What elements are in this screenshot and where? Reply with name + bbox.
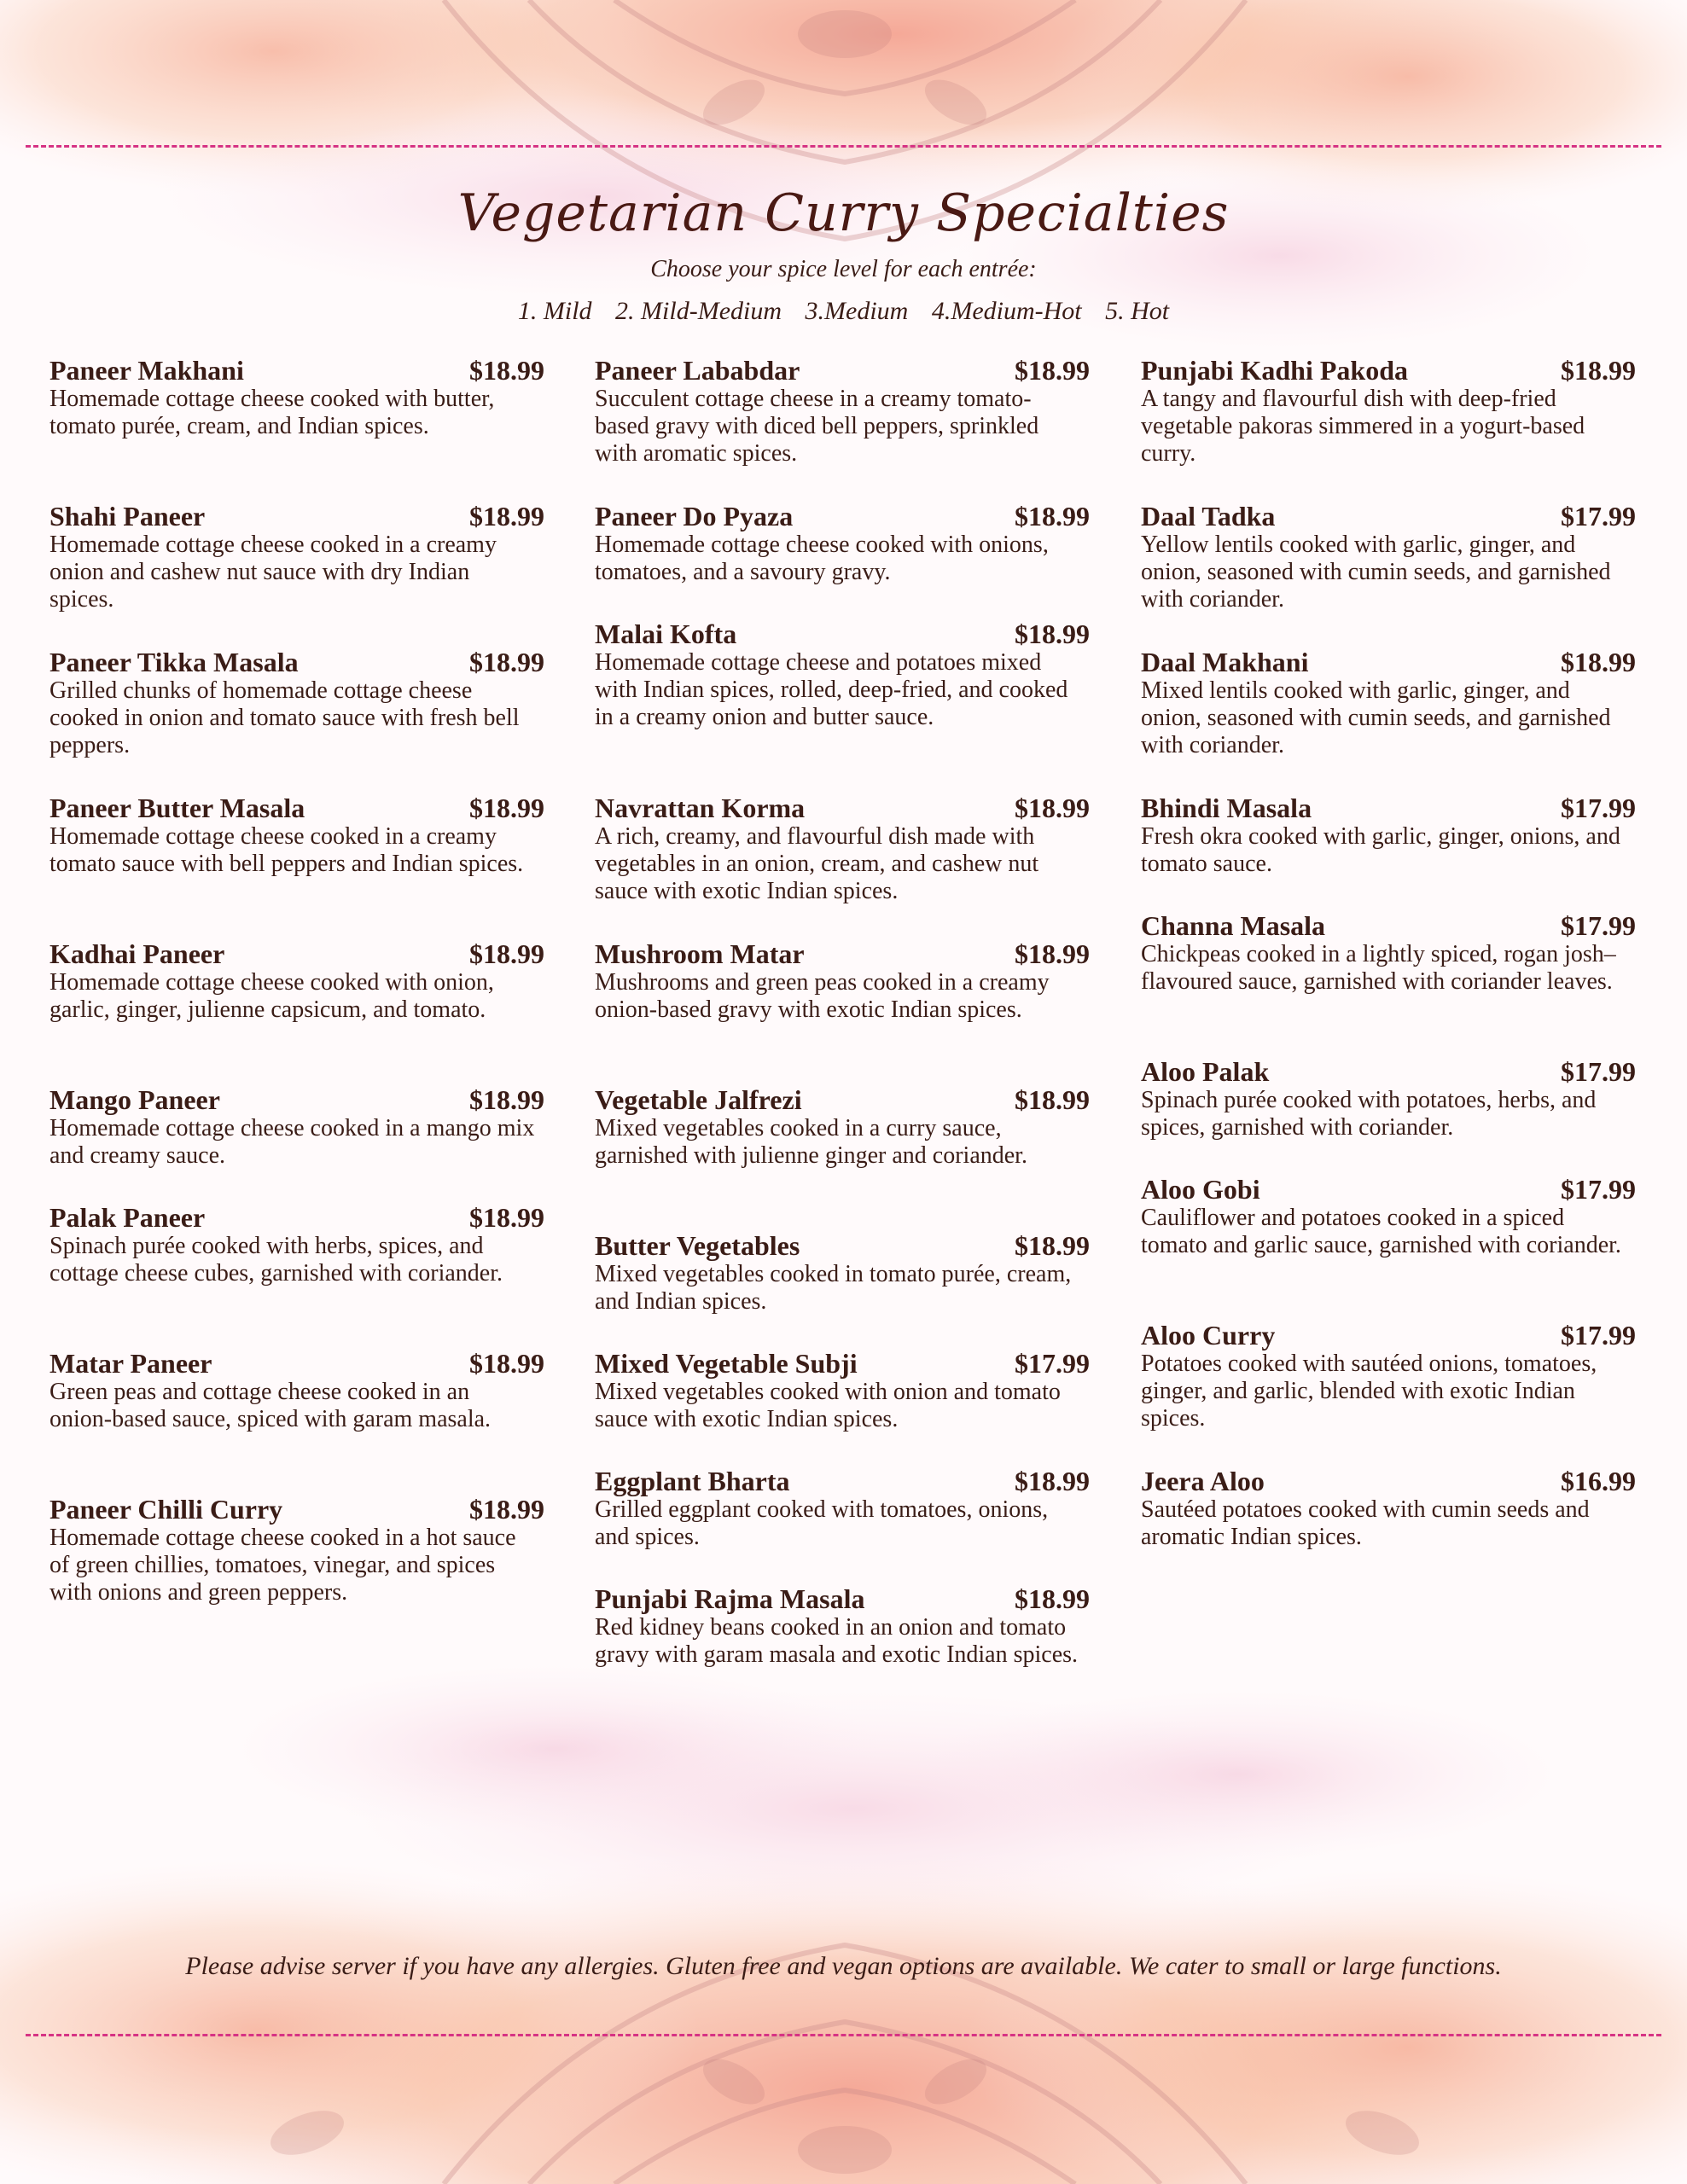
item-description: Mixed vegetables cooked in tomato purée, cream, and Indian spices.: [595, 1261, 1072, 1315]
item-name: Daal Makhani: [1141, 647, 1309, 677]
item-price: $18.99: [1015, 793, 1090, 823]
item-price: $18.99: [1015, 1084, 1090, 1115]
menu-item: [49, 1494, 544, 1606]
item-price: $18.99: [469, 1494, 544, 1525]
menu-item: [1141, 1056, 1636, 1141]
item-price: $17.99: [1561, 1174, 1636, 1205]
spice-level-3: 3.Medium: [805, 297, 909, 325]
item-price: $18.99: [469, 1084, 544, 1115]
item-price: $18.99: [1015, 355, 1090, 386]
spice-level-2: 2. Mild-Medium: [615, 297, 782, 325]
menu-item: [49, 938, 544, 1024]
item-name: Aloo Palak: [1141, 1056, 1270, 1087]
item-price: $18.99: [1561, 355, 1636, 386]
item-description: Cauliflower and potatoes cooked in a spiced tomato and garlic sauce, garnished with coriander.: [1141, 1205, 1621, 1258]
item-name: Punjabi Rajma Masala: [595, 1583, 865, 1614]
item-price: $18.99: [469, 647, 544, 677]
item-name: Paneer Butter Masala: [49, 793, 305, 823]
item-name: Daal Tadka: [1141, 501, 1276, 531]
menu-item: [49, 647, 544, 759]
item-name: Paneer Tikka Masala: [49, 647, 299, 677]
menu-item: [49, 355, 544, 440]
item-description: Mixed vegetables cooked in a curry sauce, garnished with julienne ginger and coriander.: [595, 1115, 1027, 1169]
item-description: Homemade cottage cheese cooked in a creamy tomato sauce with bell peppers and Indian spices.: [49, 823, 524, 877]
menu-item: [1141, 910, 1636, 996]
item-description: Sautéed potatoes cooked with cumin seeds and aromatic Indian spices.: [1141, 1496, 1590, 1550]
item-description: Homemade cottage cheese and potatoes mixed with Indian spices, rolled, deep-fried, and cooked in a creamy onion and butter sauce.: [595, 649, 1068, 730]
item-description: Red kidney beans cooked in an onion and tomato gravy with garam masala and exotic Indian spices.: [595, 1614, 1079, 1668]
menu-item: [595, 1466, 1090, 1551]
top-dashed-divider: [26, 145, 1661, 148]
item-description: Homemade cottage cheese cooked in a mango mix and creamy sauce.: [49, 1115, 535, 1169]
item-description: Succulent cottage cheese in a creamy tomato-based gravy with diced bell peppers, sprinkled with aromatic spices.: [595, 386, 1039, 467]
menu-item: [595, 1230, 1090, 1316]
item-name: Paneer Chilli Curry: [49, 1494, 283, 1525]
item-price: $18.99: [1015, 1583, 1090, 1614]
menu-item: [595, 1348, 1090, 1433]
menu-item: [1141, 501, 1636, 613]
menu-item: [1141, 647, 1636, 759]
item-price: $17.99: [1015, 1348, 1090, 1379]
item-description: Fresh okra cooked with garlic, ginger, onions, and tomato sauce.: [1141, 823, 1620, 877]
item-description: Homemade cottage cheese cooked with butter, tomato purée, cream, and Indian spices.: [49, 386, 495, 439]
menu-item: [595, 1583, 1090, 1669]
item-name: Mixed Vegetable Subji: [595, 1348, 858, 1379]
item-name: Mango Paneer: [49, 1084, 220, 1115]
item-price: $17.99: [1561, 501, 1636, 531]
menu-item: [1141, 1320, 1636, 1432]
item-description: Homemade cottage cheese cooked with onion, garlic, ginger, julienne capsicum, and tomato.: [49, 969, 494, 1023]
item-description: Grilled eggplant cooked with tomatoes, onions, and spices.: [595, 1496, 1049, 1550]
item-name: Malai Kofta: [595, 619, 737, 649]
item-price: $17.99: [1561, 793, 1636, 823]
item-price: $18.99: [1015, 619, 1090, 649]
item-price: $17.99: [1561, 1056, 1636, 1087]
menu-item: [1141, 1466, 1636, 1551]
menu-item: [595, 938, 1090, 1024]
item-name: Bhindi Masala: [1141, 793, 1312, 823]
item-name: Aloo Curry: [1141, 1320, 1276, 1350]
item-price: $18.99: [1561, 647, 1636, 677]
item-description: Homemade cottage cheese cooked in a hot sauce of green chillies, tomatoes, vinegar, and spices with onions and green peppers.: [49, 1525, 516, 1606]
item-description: Potatoes cooked with sautéed onions, tomatoes, ginger, and garlic, blended with exotic Indian spices.: [1141, 1350, 1597, 1432]
item-description: A tangy and flavourful dish with deep-fried vegetable pakoras simmered in a yogurt-based curry.: [1141, 386, 1585, 467]
spice-levels: [0, 297, 1687, 326]
menu-item: [1141, 793, 1636, 878]
item-description: Chickpeas cooked in a lightly spiced, rogan josh–flavoured sauce, garnished with coriander leaves.: [1141, 941, 1616, 995]
item-name: Paneer Lababdar: [595, 355, 800, 386]
spice-level-4: 4.Medium-Hot: [931, 297, 1082, 325]
item-name: Jeera Aloo: [1141, 1466, 1265, 1496]
item-description: Mixed vegetables cooked with onion and tomato sauce with exotic Indian spices.: [595, 1379, 1061, 1432]
item-name: Kadhai Paneer: [49, 938, 225, 969]
item-price: $18.99: [469, 1348, 544, 1379]
menu-item: [1141, 1174, 1636, 1259]
item-name: Matar Paneer: [49, 1348, 212, 1379]
item-name: Vegetable Jalfrezi: [595, 1084, 802, 1115]
item-price: $18.99: [1015, 938, 1090, 969]
item-price: $18.99: [469, 938, 544, 969]
page-title: Vegetarian Curry Specialties: [457, 183, 1230, 243]
item-description: Homemade cottage cheese cooked with onions, tomatoes, and a savoury gravy.: [595, 531, 1049, 585]
item-name: Paneer Do Pyaza: [595, 501, 794, 531]
item-description: A rich, creamy, and flavourful dish made with vegetables in an onion, cream, and cashew nut sauce with exotic Indian spices.: [595, 823, 1039, 904]
menu-item: [49, 793, 544, 878]
item-name: Paneer Makhani: [49, 355, 244, 386]
spice-level-5: 5. Hot: [1105, 297, 1170, 325]
item-name: Palak Paneer: [49, 1202, 206, 1233]
item-price: $17.99: [1561, 1320, 1636, 1350]
item-price: $18.99: [1015, 501, 1090, 531]
item-price: $18.99: [469, 1202, 544, 1233]
item-name: Eggplant Bharta: [595, 1466, 790, 1496]
item-name: Mushroom Matar: [595, 938, 805, 969]
spice-subtitle: Choose your spice level for each entrée:: [650, 256, 1037, 282]
item-price: $18.99: [1015, 1466, 1090, 1496]
item-name: Shahi Paneer: [49, 501, 206, 531]
item-name: Navrattan Korma: [595, 793, 806, 823]
item-price: $18.99: [469, 793, 544, 823]
item-name: Channa Masala: [1141, 910, 1326, 941]
menu-item: [595, 1084, 1090, 1170]
menu-item: [49, 501, 544, 613]
item-description: Mixed lentils cooked with garlic, ginger, and onion, seasoned with cumin seeds, and garnished with coriander.: [1141, 677, 1611, 758]
item-price: $18.99: [1015, 1230, 1090, 1261]
allergy-notice: Please advise server if you have any allergies. Gluten free and vegan options are available. We cater to small or large functions.: [185, 1952, 1502, 1980]
item-price: $18.99: [469, 501, 544, 531]
bottom-dashed-divider: [26, 2034, 1661, 2036]
menu-item: [49, 1348, 544, 1433]
item-price: $18.99: [469, 355, 544, 386]
item-description: Yellow lentils cooked with garlic, ginger, and onion, seasoned with cumin seeds, and garnished with coriander.: [1141, 531, 1611, 613]
item-description: Mushrooms and green peas cooked in a creamy onion-based gravy with exotic Indian spices.: [595, 969, 1050, 1023]
item-name: Butter Vegetables: [595, 1230, 800, 1261]
menu-item: [595, 619, 1090, 731]
item-description: Spinach purée cooked with potatoes, herbs, and spices, garnished with coriander.: [1141, 1087, 1597, 1141]
menu-item: [49, 1084, 544, 1170]
spice-level-1: 1. Mild: [517, 297, 592, 325]
menu-item: [1141, 355, 1636, 468]
item-description: Grilled chunks of homemade cottage cheese cooked in onion and tomato sauce with fresh bell peppers.: [49, 677, 520, 758]
menu-item: [595, 355, 1090, 468]
item-description: Homemade cottage cheese cooked in a creamy onion and cashew nut sauce with dry Indian spices.: [49, 531, 497, 613]
item-description: Green peas and cottage cheese cooked in an onion-based sauce, spiced with garam masala.: [49, 1379, 492, 1432]
item-price: $16.99: [1561, 1466, 1636, 1496]
item-description: Spinach purée cooked with herbs, spices, and cottage cheese cubes, garnished with coriander.: [49, 1233, 503, 1287]
menu-item: [595, 793, 1090, 905]
item-price: $17.99: [1561, 910, 1636, 941]
item-name: Aloo Gobi: [1141, 1174, 1260, 1205]
menu-item: [49, 1202, 544, 1287]
menu-item: [595, 501, 1090, 586]
item-name: Punjabi Kadhi Pakoda: [1141, 355, 1408, 386]
